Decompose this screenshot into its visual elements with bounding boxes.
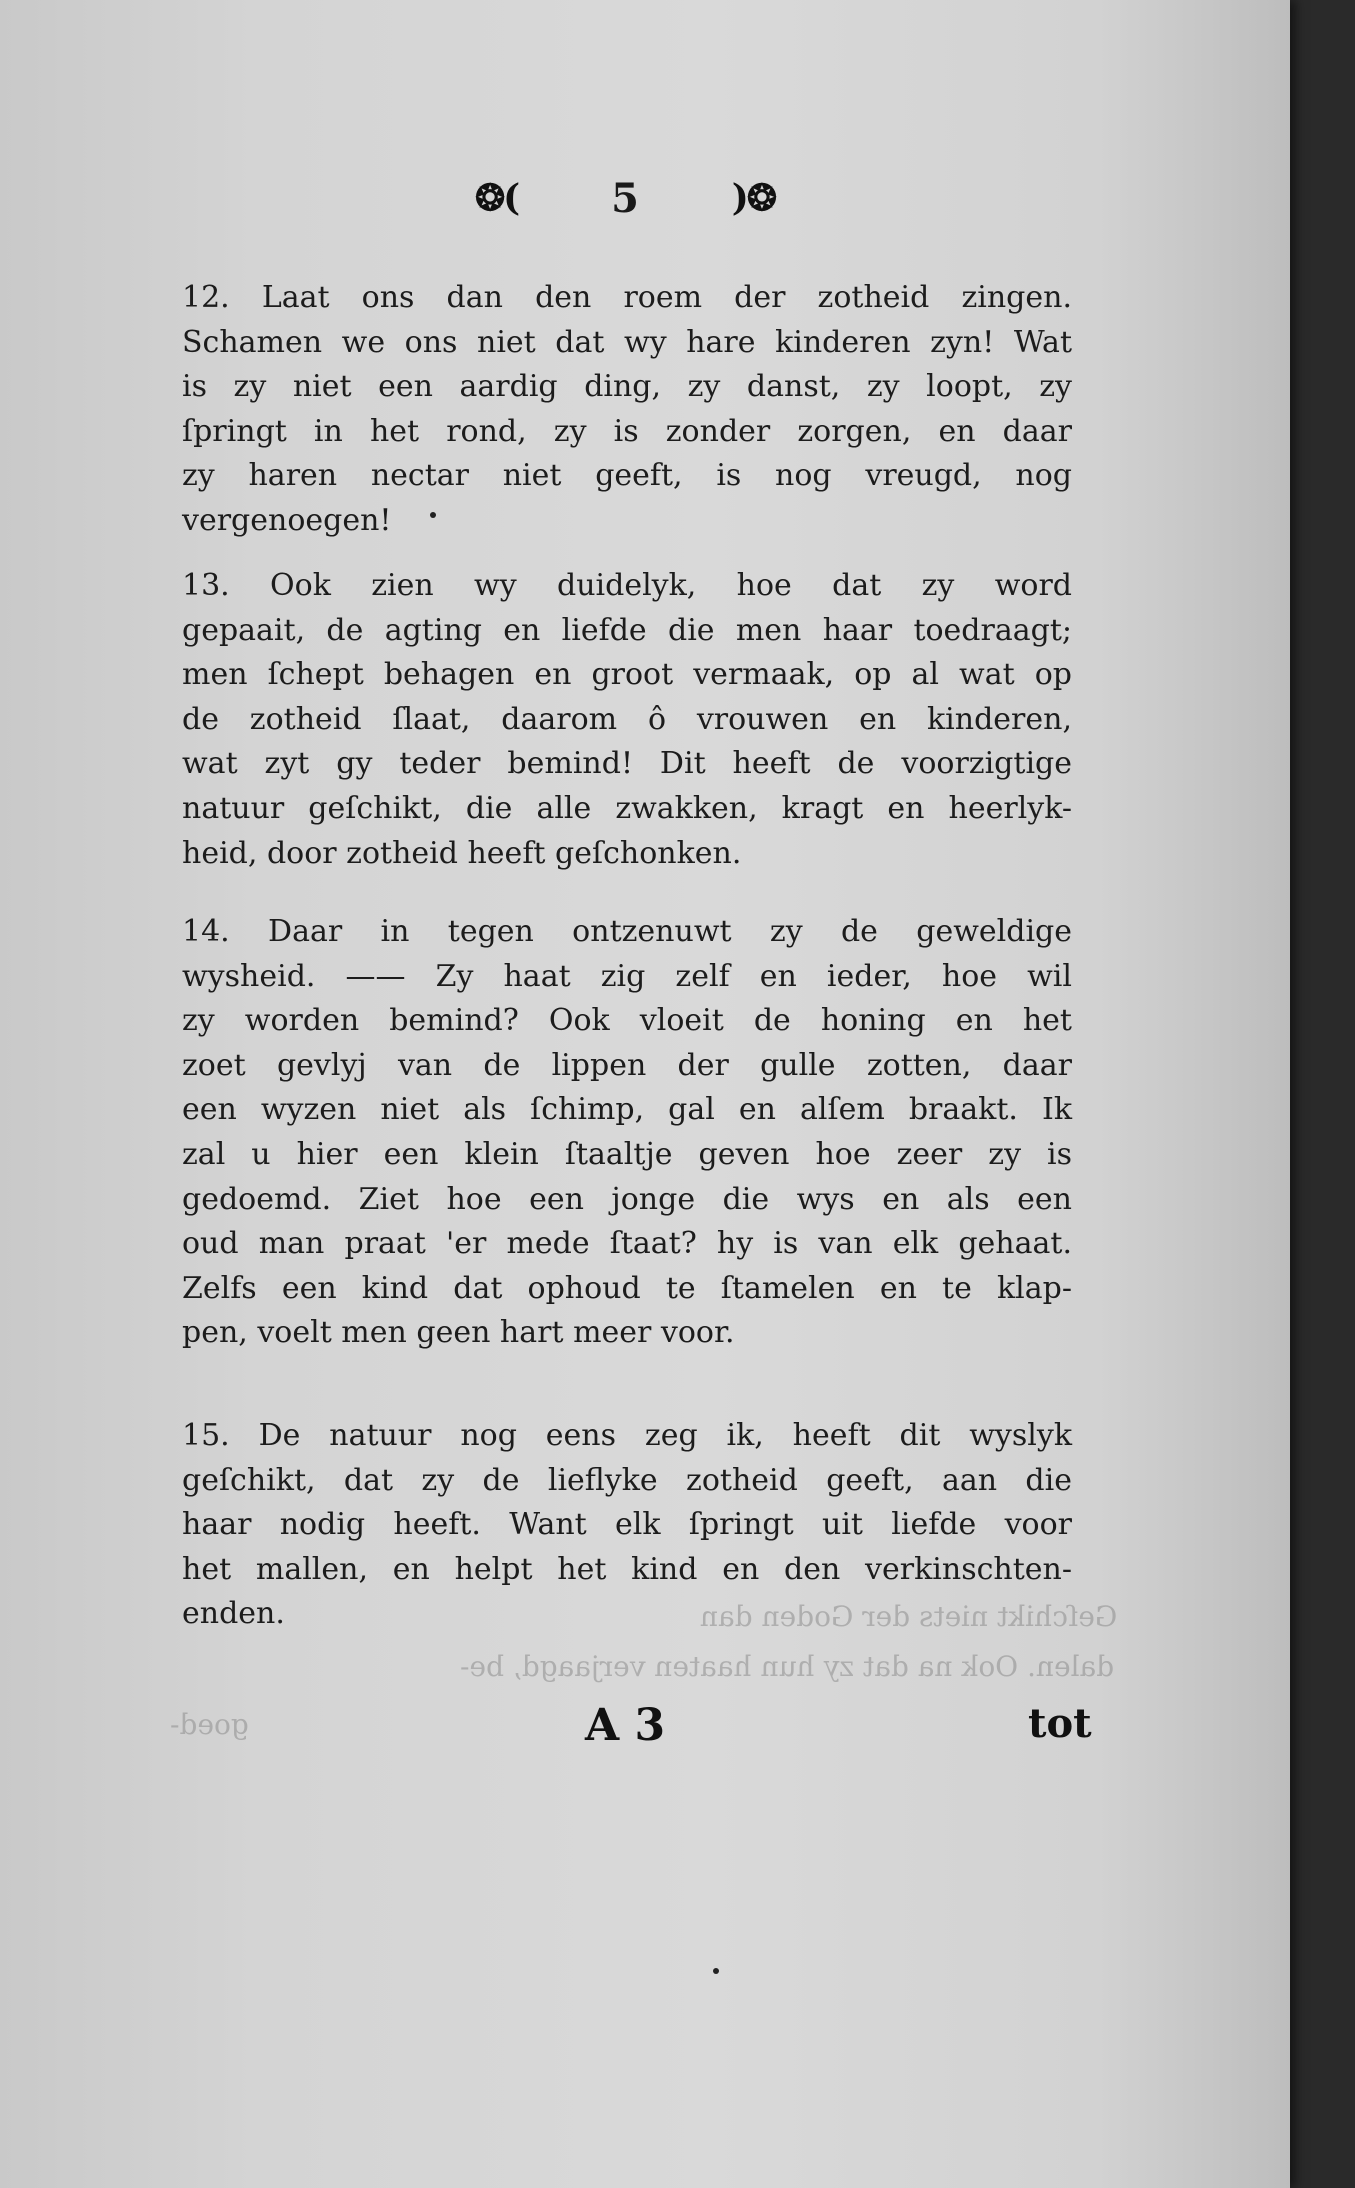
text-line: haar nodig heeft. Want elk ſpringt uit liefde voor: [182, 1507, 1072, 1543]
text-line: 15. De natuur nog eens zeg ik, heeft dit wyslyk: [182, 1418, 1072, 1453]
text-line: wysheid. —— Zy haat zig zelf en ieder, hoe wil: [182, 958, 1072, 994]
page-header: [475, 168, 775, 228]
header-ornament-left: ❂(: [475, 177, 519, 219]
text-line: het mallen, en helpt het kind en den verkinschten-: [182, 1551, 1072, 1587]
text-line: zoet gevlyj van de lippen der gulle zotten, daar: [182, 1047, 1072, 1083]
text-line: wat zyt gy teder bemind! Dit heeft de voorzigtige: [182, 746, 1072, 782]
text-line: is zy niet een aardig ding, zy danst, zy loopt, zy: [182, 369, 1072, 405]
page-footer: [0, 1700, 1290, 1760]
text-line: gedoemd. Ziet hoe een jonge die wys en als een: [182, 1181, 1072, 1217]
show-through-text: goed-: [170, 1708, 249, 1741]
text-line: enden.: [182, 1596, 285, 1632]
page-number: 5: [611, 174, 639, 222]
text-line: oud man praat 'er mede ſtaat? hy is van elk gehaat.: [182, 1226, 1072, 1262]
text-line: 13. Ook zien wy duidelyk, hoe dat zy word: [182, 568, 1072, 603]
text-line: pen, voelt men geen hart meer voor.: [182, 1315, 735, 1351]
ink-speck: [713, 1968, 719, 1974]
paragraph-13: [182, 564, 1072, 876]
text-line: heid, door zotheid heeft geſchonken.: [182, 835, 742, 871]
text-line: zy haren nectar niet geeft, is nog vreugd, nog: [182, 458, 1072, 494]
text-line: zal u hier een klein ſtaaltje geven hoe zeer zy is: [182, 1136, 1072, 1172]
show-through-text: Geſchikt niets der Goden dan: [700, 1600, 1118, 1633]
text-line: Zelfs een kind dat ophoud te ſtamelen en te klap-: [182, 1270, 1072, 1306]
text-line: Schamen we ons niet dat wy hare kinderen zyn! Wat: [182, 324, 1072, 360]
text-line: natuur geſchikt, die alle zwakken, kragt en heerlyk-: [182, 790, 1072, 826]
text-line: 12. Laat ons dan den roem der zotheid zingen.: [182, 280, 1072, 315]
text-line: een wyzen niet als ſchimp, gal en alſem braakt. Ik: [182, 1092, 1072, 1128]
paragraph-14: [182, 910, 1072, 1356]
paragraph-12: [182, 276, 1072, 544]
ink-speck: [430, 512, 436, 518]
signature-mark: A 3: [585, 1700, 666, 1751]
text-line: de zotheid ſlaat, daarom ô vrouwen en kinderen,: [182, 701, 1072, 737]
header-ornament-right: )❂: [731, 177, 775, 219]
text-line: ſpringt in het rond, zy is zonder zorgen, en daar: [182, 413, 1072, 449]
text-line: zy worden bemind? Ook vloeit de honing en het: [182, 1003, 1072, 1039]
text-line: geſchikt, dat zy de lieflyke zotheid geeft, aan die: [182, 1462, 1072, 1498]
text-line: 14. Daar in tegen ontzenuwt zy de geweldige: [182, 914, 1072, 949]
text-line: gepaait, de agting en liefde die men haar toedraagt;: [182, 612, 1072, 648]
show-through-text: dalen. Ook na dat zy hun haaten verjaagd, be-: [460, 1650, 1115, 1683]
text-line: men ſchept behagen en groot vermaak, op al wat op: [182, 657, 1072, 693]
text-line: vergenoegen!: [182, 502, 392, 538]
catchword: tot: [1028, 1700, 1092, 1747]
